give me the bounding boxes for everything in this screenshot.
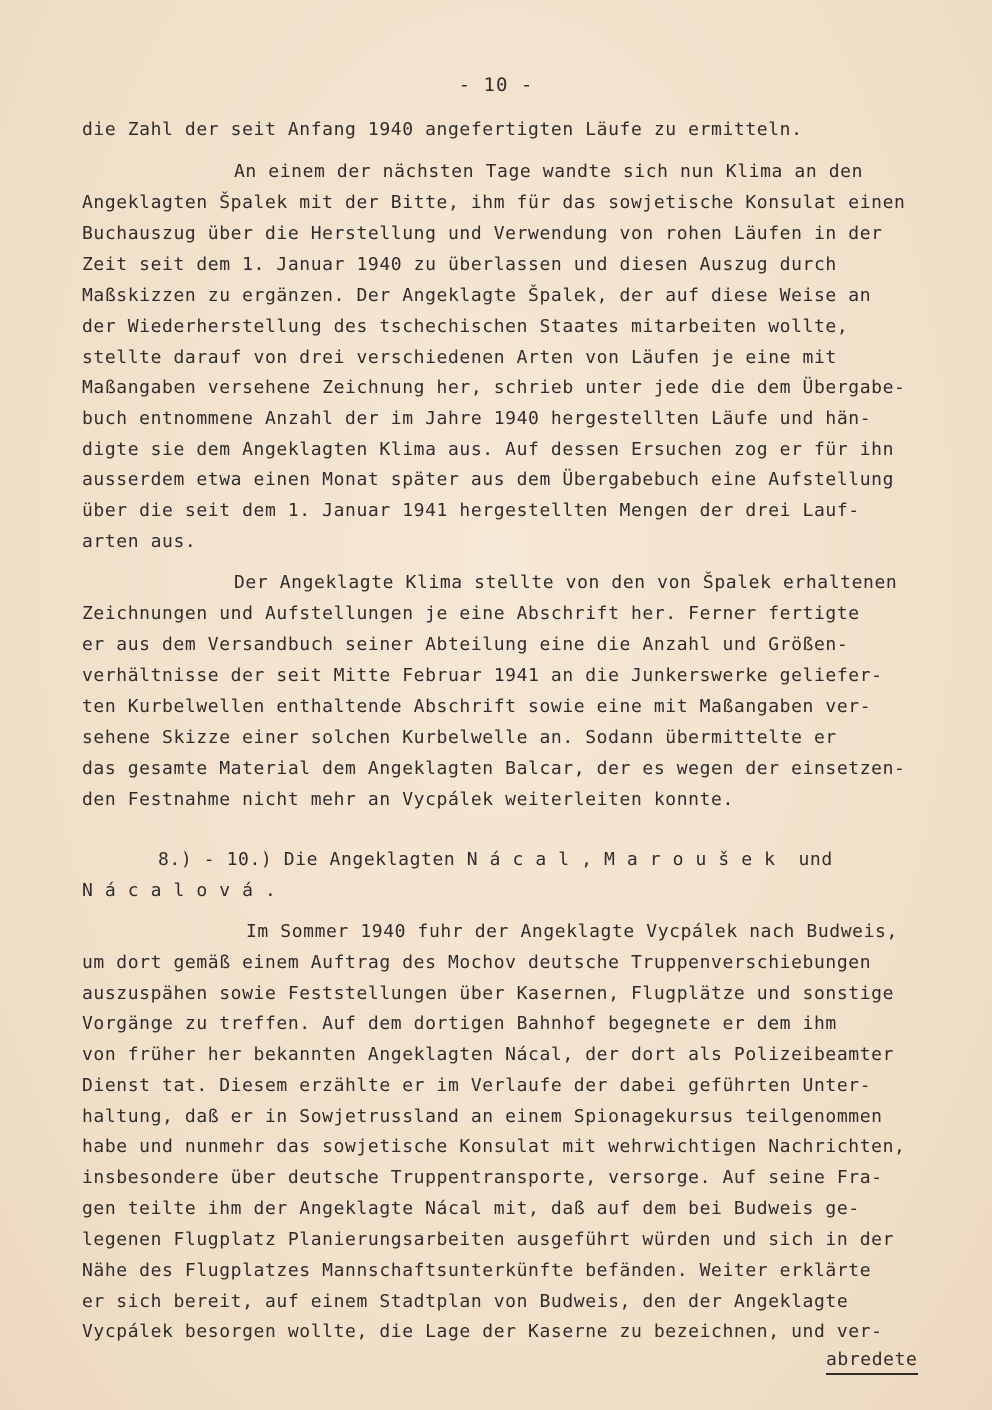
text-line: das gesamte Material dem Angeklagten Balcar, der es wegen der einsetzen-	[82, 758, 906, 779]
text-line: Angeklagten Špalek mit der Bitte, ihm für das sowjetische Konsulat einen	[82, 192, 906, 213]
text-line: Zeit seit dem 1. Januar 1940 zu überlassen und diesen Auszug durch	[82, 254, 837, 275]
text-line: ten Kurbelwellen enthaltende Abschrift sowie eine mit Maßangaben ver-	[82, 696, 872, 717]
text-line: Der Angeklagte Klima stellte von den von Špalek erhaltenen	[234, 572, 898, 593]
text-line: Maßskizzen zu ergänzen. Der Angeklagte Špalek, der auf diese Weise an	[82, 285, 872, 306]
text-line: haltung, daß er in Sowjetrussland an einem Spionagekursus teilgenommen	[82, 1106, 883, 1127]
text-line: um dort gemäß einem Auftrag des Mochov deutsche Truppenverschiebungen	[82, 952, 872, 973]
text-line: über die seit dem 1. Januar 1941 hergestellten Mengen der drei Lauf-	[82, 500, 860, 521]
text-line: buch entnommene Anzahl der im Jahre 1940 hergestellten Läufe und hän-	[82, 408, 872, 429]
text-line: sehene Skizze einer solchen Kurbelwelle an. Sodann übermittelte er	[82, 727, 837, 748]
text-line: Vycpálek besorgen wollte, die Lage der Kaserne zu bezeichnen, und ver-	[82, 1321, 883, 1342]
text-line: er sich bereit, auf einem Stadtplan von Budweis, den der Angeklagte	[82, 1291, 849, 1312]
text-line: verhältnisse der seit Mitte Februar 1941 an die Junkerswerke geliefer-	[82, 665, 883, 686]
text-line: insbesondere über deutsche Truppentransporte, versorge. Auf seine Fra-	[82, 1167, 883, 1188]
catchword: abredete	[826, 1348, 918, 1375]
text-line: legenen Flugplatz Planierungsarbeiten ausgeführt würden und sich in der	[82, 1229, 895, 1250]
text-line: digte sie dem Angeklagten Klima aus. Auf dessen Ersuchen zog er für ihn	[82, 439, 895, 460]
text-line: Im Sommer 1940 fuhr der Angeklagte Vycpálek nach Budweis,	[246, 921, 898, 942]
text-line: der Wiederherstellung des tschechischen Staates mitarbeiten wollte,	[82, 316, 849, 337]
text-line: er aus dem Versandbuch seiner Abteilung eine die Anzahl und Größen-	[82, 634, 849, 655]
text-line: Zeichnungen und Aufstellungen je eine Abschrift her. Ferner fertigte	[82, 603, 860, 624]
text-line: auszuspähen sowie Feststellungen über Kasernen, Flugplätze und sonstige	[82, 983, 895, 1004]
text-line: Vorgänge zu treffen. Auf dem dortigen Bahnhof begegnete er dem ihm	[82, 1013, 837, 1034]
text-line: die Zahl der seit Anfang 1940 angefertigten Läufe zu ermitteln.	[82, 119, 803, 140]
text-line: den Festnahme nicht mehr an Vycpálek weiterleiten konnte.	[82, 789, 734, 810]
section-heading: N á c a l o v á .	[82, 880, 277, 901]
text-line: gen teilte ihm der Angeklagte Nácal mit, daß auf dem bei Budweis ge-	[82, 1198, 860, 1219]
page-number: - 10 -	[458, 74, 534, 96]
section-heading: 8.) - 10.) Die Angeklagten N á c a l , M a r o u š e k und	[158, 849, 833, 870]
text-line: arten aus.	[82, 531, 197, 552]
text-line: Buchauszug über die Herstellung und Verwendung von rohen Läufen in der	[82, 223, 883, 244]
text-line: Maßangaben versehene Zeichnung her, schrieb unter jede die dem Übergabe-	[82, 377, 906, 398]
text-line: ausserdem etwa einen Monat später aus dem Übergabebuch eine Aufstellung	[82, 469, 895, 490]
text-line: Dienst tat. Diesem erzählte er im Verlaufe der dabei geführten Unter-	[82, 1075, 872, 1096]
text-line: habe und nunmehr das sowjetische Konsulat mit wehrwichtigen Nachrichten,	[82, 1136, 906, 1157]
text-line: von früher her bekannten Angeklagten Nácal, der dort als Polizeibeamter	[82, 1044, 895, 1065]
text-line: stellte darauf von drei verschiedenen Arten von Läufen je eine mit	[82, 347, 837, 368]
text-line: Nähe des Flugplatzes Mannschaftsunterkünfte befänden. Weiter erklärte	[82, 1260, 872, 1281]
text-line: An einem der nächsten Tage wandte sich nun Klima an den	[234, 161, 864, 182]
